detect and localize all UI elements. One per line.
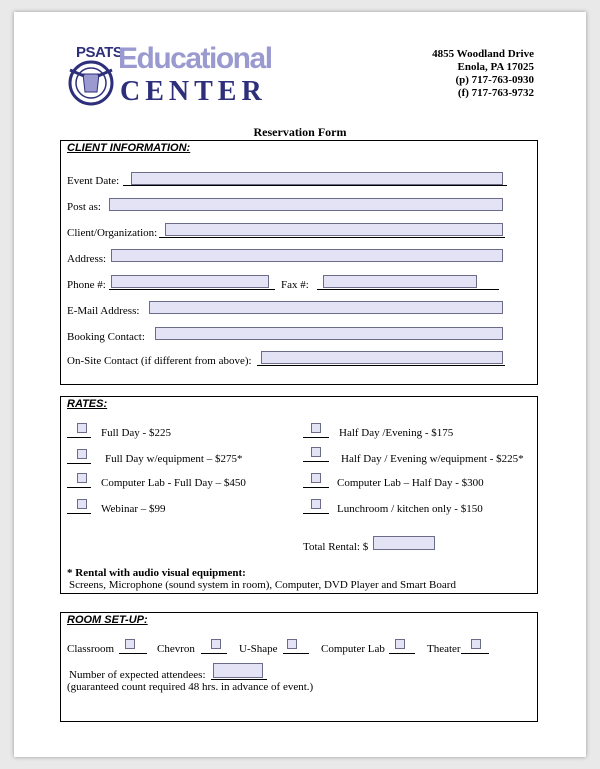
computer-lab-underline [389, 653, 415, 654]
address-field[interactable] [111, 249, 503, 262]
post-as-label: Post as: [67, 201, 101, 213]
full-day-label: Full Day - $225 [101, 427, 171, 439]
av-items: Screens, Microphone (sound system in room), Computer, DVD Player and Smart Board [69, 579, 456, 591]
onsite-contact-field[interactable] [261, 351, 503, 364]
booking-contact-label: Booking Contact: [67, 331, 145, 343]
client-info-heading: CLIENT INFORMATION: [67, 142, 191, 154]
client-org-underline [159, 237, 505, 238]
lunchroom-underline [303, 513, 329, 514]
classroom-checkbox[interactable] [125, 639, 135, 649]
chevron-label: Chevron [157, 643, 195, 655]
theater-underline [461, 653, 489, 654]
fax-label: Fax #: [281, 279, 309, 291]
lab-full-underline [67, 487, 91, 488]
event-date-field[interactable] [131, 172, 503, 185]
webinar-checkbox[interactable] [77, 499, 87, 509]
computer-lab-label: Computer Lab [321, 643, 385, 655]
ushape-underline [283, 653, 309, 654]
onsite-contact-underline [257, 365, 505, 366]
client-info-section [60, 140, 538, 385]
address-city: Enola, PA 17025 [457, 61, 534, 73]
full-day-equip-label: Full Day w/equipment – $275* [105, 453, 243, 465]
booking-contact-field[interactable] [155, 327, 503, 340]
address-label: Address: [67, 253, 107, 265]
lab-full-label: Computer Lab - Full Day – $450 [101, 477, 246, 489]
phone-label: Phone #: [67, 279, 106, 291]
fax-field[interactable] [323, 275, 477, 288]
logo-psats-text: PSATS [76, 44, 123, 61]
lab-half-label: Computer Lab – Half Day - $300 [337, 477, 484, 489]
total-rental-label: Total Rental: $ [303, 541, 369, 553]
client-org-field[interactable] [165, 223, 503, 236]
classroom-underline [119, 653, 147, 654]
keystone-seal-icon [68, 60, 114, 106]
ushape-label: U-Shape [239, 643, 278, 655]
phone-underline [109, 289, 275, 290]
ushape-checkbox[interactable] [287, 639, 297, 649]
attendees-label: Number of expected attendees: [69, 669, 206, 681]
client-org-label: Client/Organization: [67, 227, 158, 239]
logo-educational-text: Educational [118, 42, 272, 75]
event-date-label: Event Date: [67, 175, 120, 187]
rates-section [60, 396, 538, 594]
email-label: E-Mail Address: [67, 305, 140, 317]
guarantee-note: (guaranteed count required 48 hrs. in advance of event.) [67, 681, 314, 693]
half-day-equip-checkbox[interactable] [311, 447, 321, 457]
fax-underline [317, 289, 499, 290]
webinar-label: Webinar – $99 [101, 503, 166, 515]
lunchroom-checkbox[interactable] [311, 499, 321, 509]
theater-checkbox[interactable] [471, 639, 481, 649]
email-field[interactable] [149, 301, 503, 314]
lab-half-underline [303, 487, 329, 488]
half-day-label: Half Day /Evening - $175 [339, 427, 454, 439]
full-day-equip-underline [67, 463, 91, 464]
half-day-underline [303, 437, 329, 438]
chevron-underline [201, 653, 227, 654]
half-day-checkbox[interactable] [311, 423, 321, 433]
post-as-field[interactable] [109, 198, 503, 211]
room-setup-heading: ROOM SET-UP: [67, 614, 148, 626]
half-day-equip-underline [303, 461, 329, 462]
classroom-label: Classroom [67, 643, 115, 655]
half-day-equip-label: Half Day / Evening w/equipment - $225* [341, 453, 524, 465]
address-phone: (p) 717-763-0930 [455, 74, 534, 86]
chevron-checkbox[interactable] [211, 639, 221, 649]
av-note: * Rental with audio visual equipment: [67, 567, 246, 579]
psats-logo [66, 42, 272, 108]
form-title: Reservation Form [253, 125, 347, 139]
lab-full-checkbox[interactable] [77, 473, 87, 483]
phone-field[interactable] [111, 275, 269, 288]
lab-half-checkbox[interactable] [311, 473, 321, 483]
address-street: 4855 Woodland Drive [432, 48, 534, 60]
attendees-underline [211, 679, 267, 680]
room-setup-section [60, 612, 538, 722]
rates-heading: RATES: [67, 398, 108, 410]
logo-center-text: CENTER [120, 76, 267, 107]
lunchroom-label: Lunchroom / kitchen only - $150 [337, 503, 483, 515]
full-day-equip-checkbox[interactable] [77, 449, 87, 459]
address-fax: (f) 717-763-9732 [457, 87, 534, 99]
computer-lab-checkbox[interactable] [395, 639, 405, 649]
full-day-underline [67, 437, 91, 438]
total-rental-field[interactable] [373, 536, 435, 550]
full-day-checkbox[interactable] [77, 423, 87, 433]
event-date-underline [123, 185, 507, 186]
attendees-field[interactable] [213, 663, 263, 678]
onsite-contact-label: On-Site Contact (if different from above): [67, 355, 252, 367]
contact-address [424, 48, 534, 100]
webinar-underline [67, 513, 91, 514]
theater-label: Theater [427, 643, 461, 655]
